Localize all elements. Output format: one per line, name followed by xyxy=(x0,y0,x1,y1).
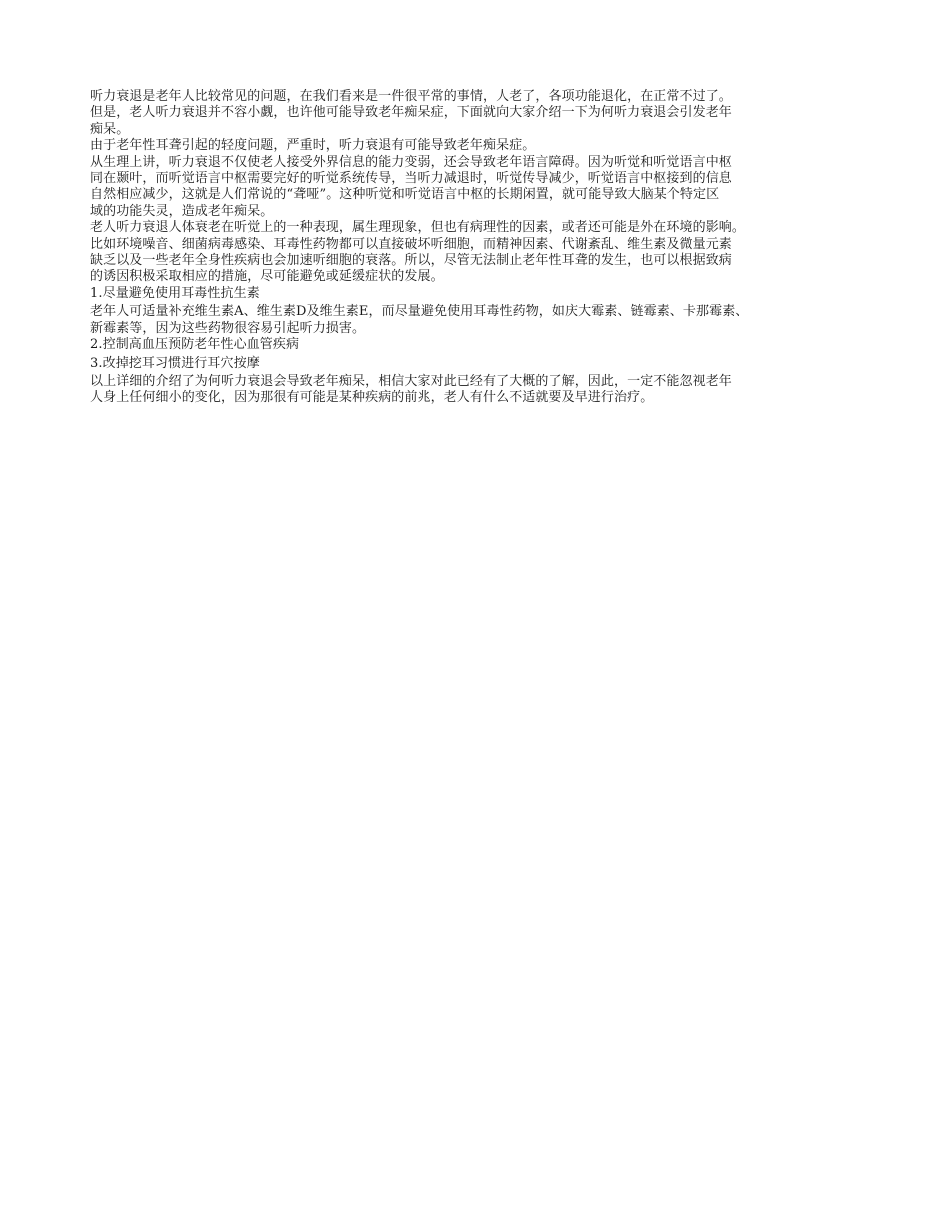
text-line: 由于老年性耳聋引起的轻度问题，严重时，听力衰退有可能导致老年痴呆症。 xyxy=(90,138,536,154)
text-line: 缺乏以及一些老年全身性疾病也会加速听细胞的衰落。所以，尽管无法制止老年性耳聋的发生，也可以根据致病 xyxy=(90,253,732,269)
text-line: 以上详细的介绍了为何听力衰退会导致老年痴呆，相信大家对此已经有了大概的了解，因此，一定不能忽视老年 xyxy=(90,373,732,389)
text-line: 比如环境噪音、细菌病毒感染、耳毒性药物都可以直接破坏听细胞，而精神因素、代谢紊乱、维生素及微量元素 xyxy=(90,236,732,252)
text-line: 但是，老人听力衰退并不容小觑，也许他可能导致老年痴呆症，下面就向大家介绍一下为何听力衰退会引发老年 xyxy=(90,105,732,121)
text-line: 从生理上讲，听力衰退不仅使老人接受外界信息的能力变弱，还会导致老年语言障碍。因为听觉和听觉语言中枢 xyxy=(90,154,732,170)
text-line: 听力衰退是老年人比较常见的问题，在我们看来是一件很平常的事情，人老了，各项功能退化，在正常不过了。 xyxy=(90,89,732,104)
text-line: 域的功能失灵，造成老年痴呆。 xyxy=(90,203,274,219)
text-line: 老年人可适量补充维生素A、维生素D及维生素E，而尽量避免使用耳毒性药物，如庆大霉素、链霉素、卡那霉素、 xyxy=(90,304,749,320)
document-body xyxy=(90,89,880,407)
text-line: 人身上任何细小的变化，因为那很有可能是某种疾病的前兆，老人有什么不适就要及早进行治疗。 xyxy=(90,390,654,406)
text-line: 的诱因积极采取相应的措施，尽可能避免或延缓症状的发展。 xyxy=(90,269,444,285)
section-heading-3: 3.改掉挖耳习惯进行耳穴按摩 xyxy=(90,355,260,371)
text-line: 痴呆。 xyxy=(90,121,130,137)
section-heading-1: 1.尽量避免使用耳毒性抗生素 xyxy=(90,285,260,301)
text-line: 同在颞叶，而听觉语言中枢需要完好的听觉系统传导，当听力减退时，听觉传导减少，听觉语言中枢接到的信息 xyxy=(90,171,732,187)
section-heading-2: 2.控制高血压预防老年性心血管疾病 xyxy=(90,337,300,353)
text-line: 老人听力衰退人体衰老在听觉上的一种表现，属生理现象，但也有病理性的因素，或者还可能是外在环境的影响。 xyxy=(90,220,746,236)
text-line: 自然相应减少，这就是人们常说的“聋哑”。这种听觉和听觉语言中枢的长期闲置，就可能导致大脑某个特定区 xyxy=(90,187,720,203)
text-line: 新霉素等，因为这些药物很容易引起听力损害。 xyxy=(90,320,366,336)
